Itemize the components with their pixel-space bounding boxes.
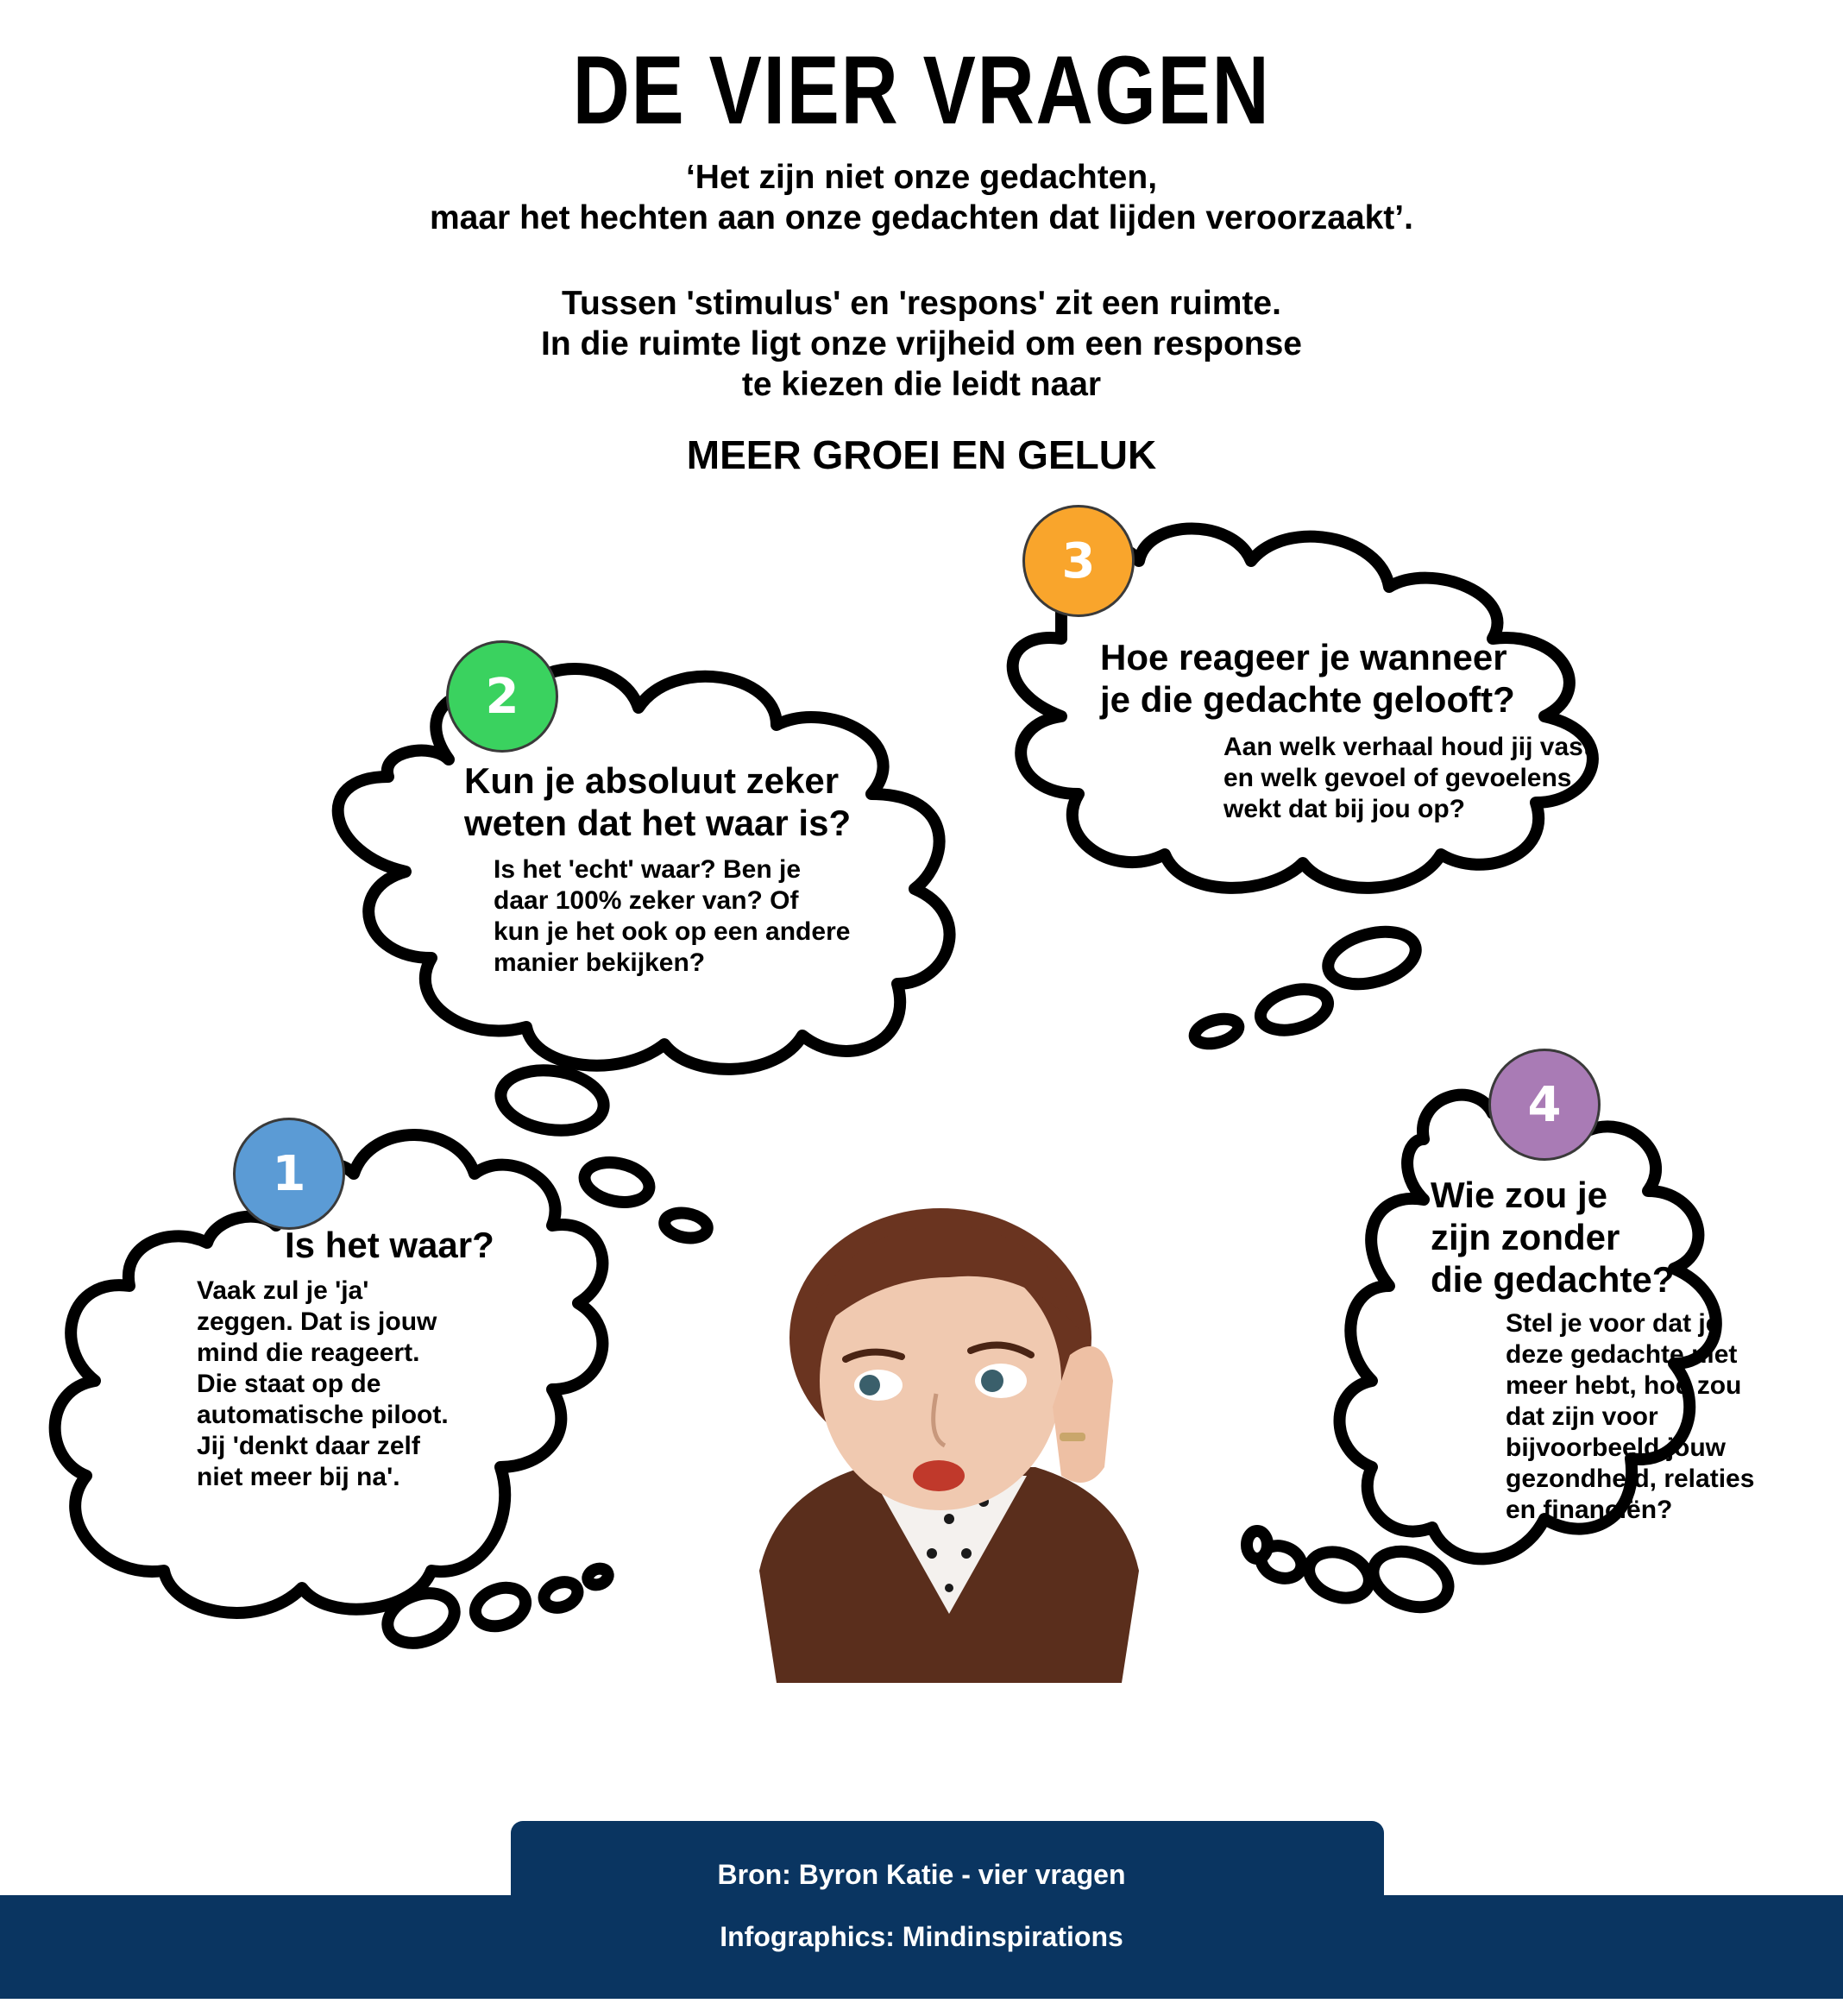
intro-line: te kiezen die leidt naar bbox=[741, 366, 1102, 403]
title-line: die gedachte? bbox=[1431, 1259, 1675, 1300]
text-line: bijvoorbeeld jouw bbox=[1506, 1433, 1727, 1462]
question-2-text bbox=[494, 854, 850, 979]
badge-number: 2 bbox=[485, 668, 519, 725]
source-credit: Bron: Byron Katie - vier vragen bbox=[717, 1859, 1126, 1890]
thought-bubble bbox=[470, 1581, 532, 1633]
question-4-title bbox=[1431, 1174, 1674, 1301]
text-line: automatische piloot. bbox=[197, 1401, 449, 1429]
title-line: Kun je absoluut zeker bbox=[464, 760, 840, 801]
text-line: Stel je voor dat je bbox=[1506, 1309, 1720, 1338]
number-badge-3 bbox=[1022, 505, 1135, 617]
page-title: DE VIER VRAGEN bbox=[572, 36, 1271, 144]
text-line: gezondheid, relaties bbox=[1506, 1465, 1755, 1493]
badge-number: 3 bbox=[1061, 532, 1096, 589]
badge-number: 1 bbox=[272, 1145, 306, 1202]
text-line: en financiën? bbox=[1506, 1496, 1673, 1524]
thought-bubble bbox=[1247, 1531, 1267, 1559]
thought-bubble bbox=[586, 1566, 611, 1587]
intro-line: Tussen 'stimulus' en 'respons' zit een ruimte. bbox=[562, 285, 1281, 322]
text-line: dat zijn voor bbox=[1506, 1402, 1658, 1431]
text-line: Die staat op de bbox=[197, 1370, 381, 1398]
question-3-title bbox=[1100, 636, 1515, 721]
question-1-text bbox=[197, 1276, 449, 1493]
text-line: en welk gevoel of gevoelens bbox=[1223, 764, 1572, 792]
badge-number: 4 bbox=[1527, 1076, 1562, 1133]
question-4-text bbox=[1506, 1308, 1754, 1526]
number-badge-1 bbox=[233, 1118, 345, 1230]
thought-bubble bbox=[663, 1210, 709, 1241]
text-line: zeggen. Dat is jouw bbox=[197, 1307, 437, 1336]
thought-bubble bbox=[540, 1578, 581, 1612]
thought-bubble bbox=[1323, 923, 1422, 992]
title-line: je die gedachte gelooft? bbox=[1100, 679, 1515, 720]
title-line: Is het waar? bbox=[285, 1225, 494, 1265]
text-line: deze gedachte niet bbox=[1506, 1340, 1738, 1369]
title-line: Wie zou je bbox=[1431, 1175, 1607, 1215]
text-line: manier bekijken? bbox=[494, 948, 706, 977]
title-line: Hoe reageer je wanneer bbox=[1100, 637, 1507, 677]
text-line: mind die reageert. bbox=[197, 1339, 420, 1367]
question-1-title bbox=[285, 1224, 494, 1266]
text-line: Jij 'denkt daar zelf bbox=[197, 1432, 420, 1460]
thought-bubble bbox=[1303, 1544, 1376, 1606]
thought-bubble bbox=[581, 1157, 652, 1208]
text-line: Vaak zul je 'ja' bbox=[197, 1276, 369, 1305]
thought-bubble bbox=[1365, 1541, 1456, 1616]
title-line: weten dat het waar is? bbox=[464, 803, 852, 843]
question-3-text bbox=[1223, 732, 1592, 825]
thought-bubble bbox=[1192, 1015, 1242, 1049]
thought-bubble bbox=[1256, 982, 1333, 1036]
number-badge-4 bbox=[1488, 1049, 1601, 1161]
title-line: zijn zonder bbox=[1431, 1217, 1620, 1257]
text-line: wekt dat bij jou op? bbox=[1223, 795, 1465, 823]
text-line: kun je het ook op een andere bbox=[494, 917, 851, 946]
text-line: niet meer bij na'. bbox=[197, 1463, 400, 1491]
quote-line: ‘Het zijn niet onze gedachten, bbox=[685, 159, 1158, 196]
question-2-title bbox=[464, 759, 851, 844]
slogan: MEER GROEI EN GELUK bbox=[686, 432, 1157, 477]
thought-bubble bbox=[497, 1064, 607, 1137]
text-line: Aan welk verhaal houd jij vast bbox=[1223, 733, 1592, 761]
quote-line: maar het hechten aan onze gedachten dat lijden veroorzaakt’. bbox=[430, 199, 1413, 236]
text-line: meer hebt, hoe zou bbox=[1506, 1371, 1742, 1400]
infographics-credit: Infographics: Mindinspirations bbox=[720, 1921, 1123, 1952]
number-badge-2 bbox=[446, 640, 558, 753]
intro-line: In die ruimte ligt onze vrijheid om een response bbox=[540, 325, 1302, 362]
text-line: Is het 'echt' waar? Ben je bbox=[494, 855, 802, 884]
text-line: daar 100% zeker van? Of bbox=[494, 886, 799, 915]
thinking-woman-illustration bbox=[742, 1208, 1156, 1683]
